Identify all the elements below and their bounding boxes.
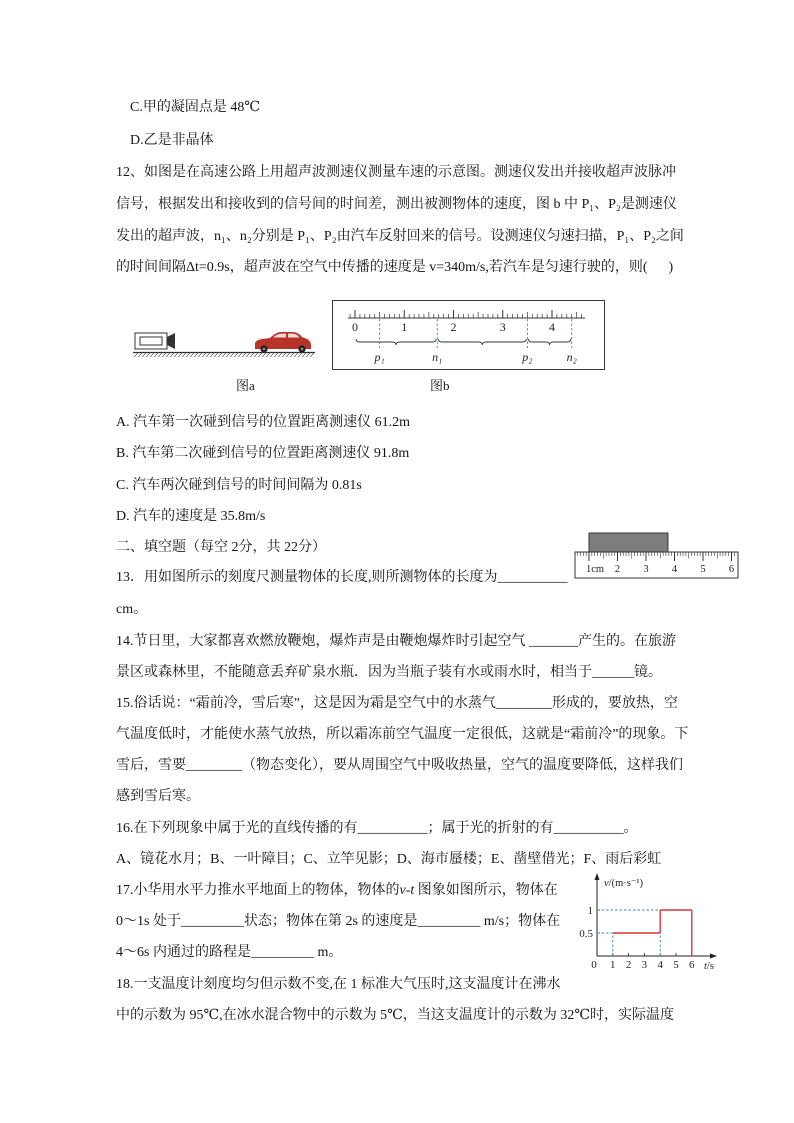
road-hatch-line [146, 353, 150, 357]
road-hatch-line [158, 353, 162, 357]
ruler-number: 0 [352, 320, 358, 334]
q15-line: 15.俗话说：“霜前冷，雪后寒”，这是因为霜是空气中的水蒸气________形成的，要放热，空 [116, 696, 678, 711]
v-axis-label [604, 878, 644, 889]
road-hatch-line [162, 353, 166, 357]
road-hatch-line [166, 353, 170, 357]
q13-unit: cm。 [116, 602, 148, 617]
signal-label: p₁ [374, 350, 385, 364]
figure-b-ruler [348, 310, 585, 364]
car-wheel-hub [263, 348, 266, 351]
q12-stem-line: 发出的超声波，n₁、n₂分别是 P₁、P₂由汽车反射回来的信号。设测速仪匀速扫描，P₁、P₂之间 [116, 229, 684, 244]
speed-detector-icon [135, 333, 175, 349]
road-hatch-line [246, 353, 250, 357]
q17-text: 17.小华用水平力推水平地面上的物体，物体的 [116, 883, 400, 898]
signal-label: n₁ [432, 350, 443, 364]
section-title: 二、填空题（每空 2分，共 22分） [116, 540, 326, 555]
road-hatching [134, 353, 314, 357]
q14-line: 14.节日里，大家都喜欢燃放鞭炮，爆炸声是由鞭炮爆炸时引起空气 _______产生的。在旅游 [116, 634, 676, 649]
q12-stem-line: 12、如图是在高速公路上用超声波测速仪测量车速的示意图。测速仪发出并接收超声波脉冲 [116, 165, 676, 180]
v-axis-arrow-icon [595, 873, 600, 880]
road-hatch-line [286, 353, 290, 357]
signal-label: p₂ [522, 350, 533, 364]
t-axis-arrow-icon [710, 954, 717, 959]
road-hatch-line [310, 353, 314, 357]
road-hatch-line [214, 353, 218, 357]
q12-option-c: C. 汽车两次碰到信号的时间间隔为 0.81s [116, 478, 362, 493]
road-hatch-line [270, 353, 274, 357]
road-hatch-line [238, 353, 242, 357]
road-hatch-line [218, 353, 222, 357]
road-hatch-line [282, 353, 286, 357]
t-axis-tick-label: 5 [673, 959, 679, 971]
road-hatch-line [266, 353, 270, 357]
q17-variable: v-t [399, 883, 415, 898]
road-hatch-line [198, 353, 202, 357]
ruler-number: 4 [549, 320, 555, 334]
v-axis-tick-label: 1 [587, 905, 593, 917]
road-hatch-line [226, 353, 230, 357]
q12-stem-line: 信号，根据发出和接收到的信号间的时间差，测出被测物体的速度，图 b 中 P₁、P₂是测速仪 [116, 197, 677, 212]
road-hatch-line [302, 353, 306, 357]
q17-line [116, 881, 558, 901]
road-hatch-line [278, 353, 282, 357]
q16-question: 16.在下列现象中属于光的直线传播的有__________；属于光的折射的有__________。 [116, 821, 638, 836]
road-hatch-line [230, 353, 234, 357]
q15-line: 气温度低时，才能使水蒸气放热，所以霜冻前空气温度一定很低，这就是“霜前冷”的现象。下 [116, 727, 689, 742]
ruler-label: 6 [728, 564, 735, 575]
ruler-label: 3 [643, 564, 649, 575]
detector-window [140, 337, 162, 345]
road-hatch-line [298, 353, 302, 357]
road-hatch-line [138, 353, 142, 357]
q12-option-a: A. 汽车第一次碰到信号的位置距离测速仪 61.2m [116, 415, 410, 430]
road-hatch-line [142, 353, 146, 357]
ruler-number: 2 [450, 320, 457, 334]
ruler-label: 5 [700, 564, 706, 575]
t-axis-tick-label: 1 [610, 959, 616, 971]
t-axis-tick-label: 2 [625, 959, 632, 971]
q18-line: 中的示数为 95℃,在冰水混合物中的示数为 5℃，当这支温度计的示数为 32℃时，实际温度 [116, 1008, 674, 1023]
interval-brace [438, 339, 526, 345]
q11-option-d: D.乙是非晶体 [130, 133, 214, 148]
q17-text: 图象如图所示，物体在 [414, 883, 558, 898]
q12-option-d: D. 汽车的速度是 35.8m/s [116, 509, 266, 524]
road-hatch-line [182, 353, 186, 357]
ruler-label: 1cm [586, 564, 605, 575]
road-hatch-line [254, 353, 258, 357]
q13-question: 13．用如图所示的刻度尺测量物体的长度,则所测物体的长度为__________ [116, 570, 568, 585]
road-hatch-line [186, 353, 190, 357]
car-icon [255, 332, 311, 353]
road-hatch-line [178, 353, 182, 357]
q18-line: 18.一支温度计刻度均匀但示数不变,在 1 标准大气压时,这支温度计在沸水 [116, 977, 561, 992]
road-hatch-line [262, 353, 266, 357]
road-hatch-line [274, 353, 278, 357]
road-hatch-line [194, 353, 198, 357]
q12-stem-line: 的时间间隔Δt=0.9s，超声波在空气中传播的速度是 v=340m/s,若汽车是匀速行驶的，则( ) [116, 260, 674, 275]
ruler-label: 4 [671, 564, 678, 575]
road-hatch-line [294, 353, 298, 357]
interval-brace [356, 339, 436, 345]
road-hatch-line [242, 353, 246, 357]
q17-vt-graph [570, 872, 720, 974]
signal-label: n₂ [566, 350, 577, 364]
road-hatch-line [290, 353, 294, 357]
road-hatch-line [206, 353, 210, 357]
road-hatch-line [250, 353, 254, 357]
road-hatch-line [134, 353, 138, 357]
figure-b-scan-ruler [333, 301, 604, 369]
q14-line: 景区或森林里，不能随意丢弃矿泉水瓶．因为当瓶子装有水或雨水时，相当于______镜。 [116, 665, 662, 680]
road-hatch-line [258, 353, 262, 357]
t-axis-label-unit: /s [706, 961, 714, 972]
measured-object-block [589, 533, 668, 552]
figure-b-caption: 图b [430, 378, 450, 393]
t-axis-tick-label: 3 [641, 959, 648, 971]
interval-brace [528, 339, 570, 345]
v-axis-label-unit: /(m·s⁻¹) [608, 878, 644, 889]
road-hatch-line [222, 353, 226, 357]
q15-line: 雪后，雪要________（物态变化），要从周围空气中吸收热量，空气的温度要降低，这样我们 [116, 758, 683, 773]
road-hatch-line [306, 353, 310, 357]
road-hatch-line [190, 353, 194, 357]
q13-ruler-figure [572, 530, 742, 582]
figure-a-caption: 图a [236, 378, 255, 393]
road-hatch-line [210, 353, 214, 357]
road-hatch-line [234, 353, 238, 357]
v-axis-label-var: v [604, 878, 609, 889]
q17-line: 0～1s 处于_________状态；物体在第 2s 的速度是_________ m/s；物体在 [116, 914, 561, 929]
road-hatch-line [174, 353, 178, 357]
t-axis-tick-label: 0 [591, 959, 597, 971]
road-hatch-line [150, 353, 154, 357]
car-wheel-hub [301, 348, 304, 351]
road-hatch-line [170, 353, 174, 357]
ruler-number: 3 [499, 320, 506, 334]
q15-line: 感到雪后寒。 [116, 789, 200, 804]
t-axis-tick-label: 6 [689, 959, 695, 971]
t-axis-label [704, 961, 714, 972]
road-hatch-line [202, 353, 206, 357]
road-hatch-line [154, 353, 158, 357]
q16-options: A、镜花水月；B、一叶障目；C、立竿见影；D、海市蜃楼；E、凿壁借光；F、雨后彩虹 [116, 852, 662, 867]
q12-option-b: B. 汽车第二次碰到信号的位置距离测速仪 91.8m [116, 446, 410, 461]
q17-line: 4～6s 内通过的路程是_________ m。 [116, 945, 343, 960]
v-axis-tick-label: 0.5 [579, 928, 593, 940]
figure-a-highway [128, 322, 320, 360]
detector-emitter [167, 333, 175, 349]
ruler-number: 1 [401, 320, 408, 334]
ruler-label: 2 [614, 564, 621, 575]
t-axis-tick-label: 4 [657, 959, 663, 971]
q11-option-c: C.甲的凝固点是 48℃ [130, 100, 260, 115]
t-axis-label-var: t [704, 961, 707, 972]
